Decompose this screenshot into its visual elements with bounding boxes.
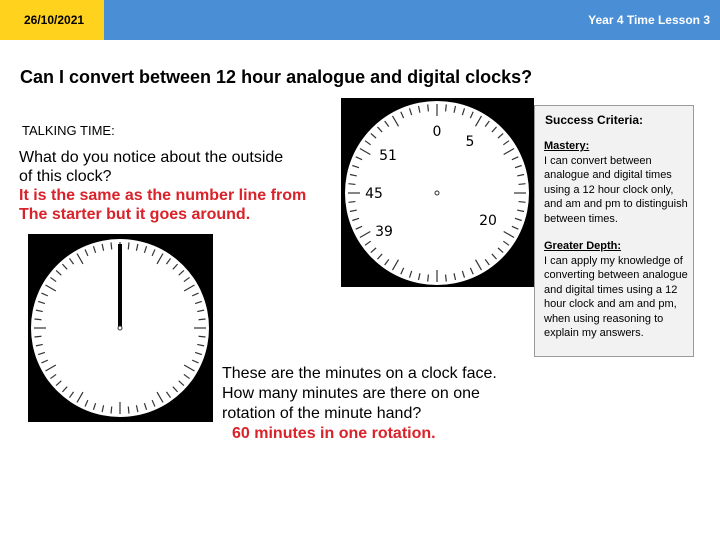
header-bar [0,0,720,40]
minute-clock-image [341,98,534,287]
minute-tick [446,275,447,282]
minute-tick [128,242,129,249]
minute-tick [519,202,526,203]
minute-tick [348,202,355,203]
minutes-line: These are the minutes on a clock face. [222,365,497,382]
answer-line: The starter but it goes around. [19,206,251,223]
clock-label-51: 51 [379,148,397,164]
clock-label-5: 5 [465,134,475,150]
minute-tick [446,104,447,111]
minute-tick [111,407,112,414]
success-criteria-box [534,105,694,357]
minute-hand-clock-face [28,234,213,422]
minute-tick [128,407,129,414]
mastery-section [544,139,690,226]
clock-label-45: 45 [365,186,383,202]
minute-tick [34,319,41,320]
minute-clock-face [341,98,534,287]
page-title: Can I convert between 12 hour analogue and digital clocks? [20,67,533,87]
minute-tick [519,184,526,185]
greater-depth-text: I can apply my knowledge of converting between analogue and digital times using a 12 hour clock and am and pm, when using reasoning to explain my answers. [544,254,688,339]
minute-tick [199,336,206,337]
minute-tick [34,336,41,337]
minutes-line: How many minutes are there on one [222,385,480,402]
minute-tick [199,319,206,320]
question-line: of this clock? [19,168,112,185]
minute-tick [348,184,355,185]
mastery-text: I can convert between analogue and digital times using a 12 hour clock only, and am and pm to distinguish between times. [544,154,688,225]
clock-label-0: 0 [432,124,442,140]
question-text [19,148,306,224]
talking-time-label: TALKING TIME: [22,123,115,138]
minutes-answer: 60 minutes in one rotation. [232,425,436,442]
mastery-heading: Mastery: [544,140,590,152]
greater-depth-heading: Greater Depth: [544,240,622,252]
minute-hand-clock-image [28,234,213,422]
minutes-line: rotation of the minute hand? [222,405,422,422]
success-criteria-title: Success Criteria: [545,113,644,127]
clock-label-20: 20 [479,213,497,229]
minute-tick [428,104,429,111]
clock-label-39: 39 [375,224,393,240]
lesson-title: Year 4 Time Lesson 3 [104,0,720,40]
minutes-question [222,364,497,444]
minute-tick [111,242,112,249]
question-line: What do you notice about the outside [19,149,284,166]
minute-tick [428,275,429,282]
answer-line: It is the same as the number line from [19,187,307,204]
greater-depth-section [544,239,690,341]
date-label: 26/10/2021 [0,0,104,40]
